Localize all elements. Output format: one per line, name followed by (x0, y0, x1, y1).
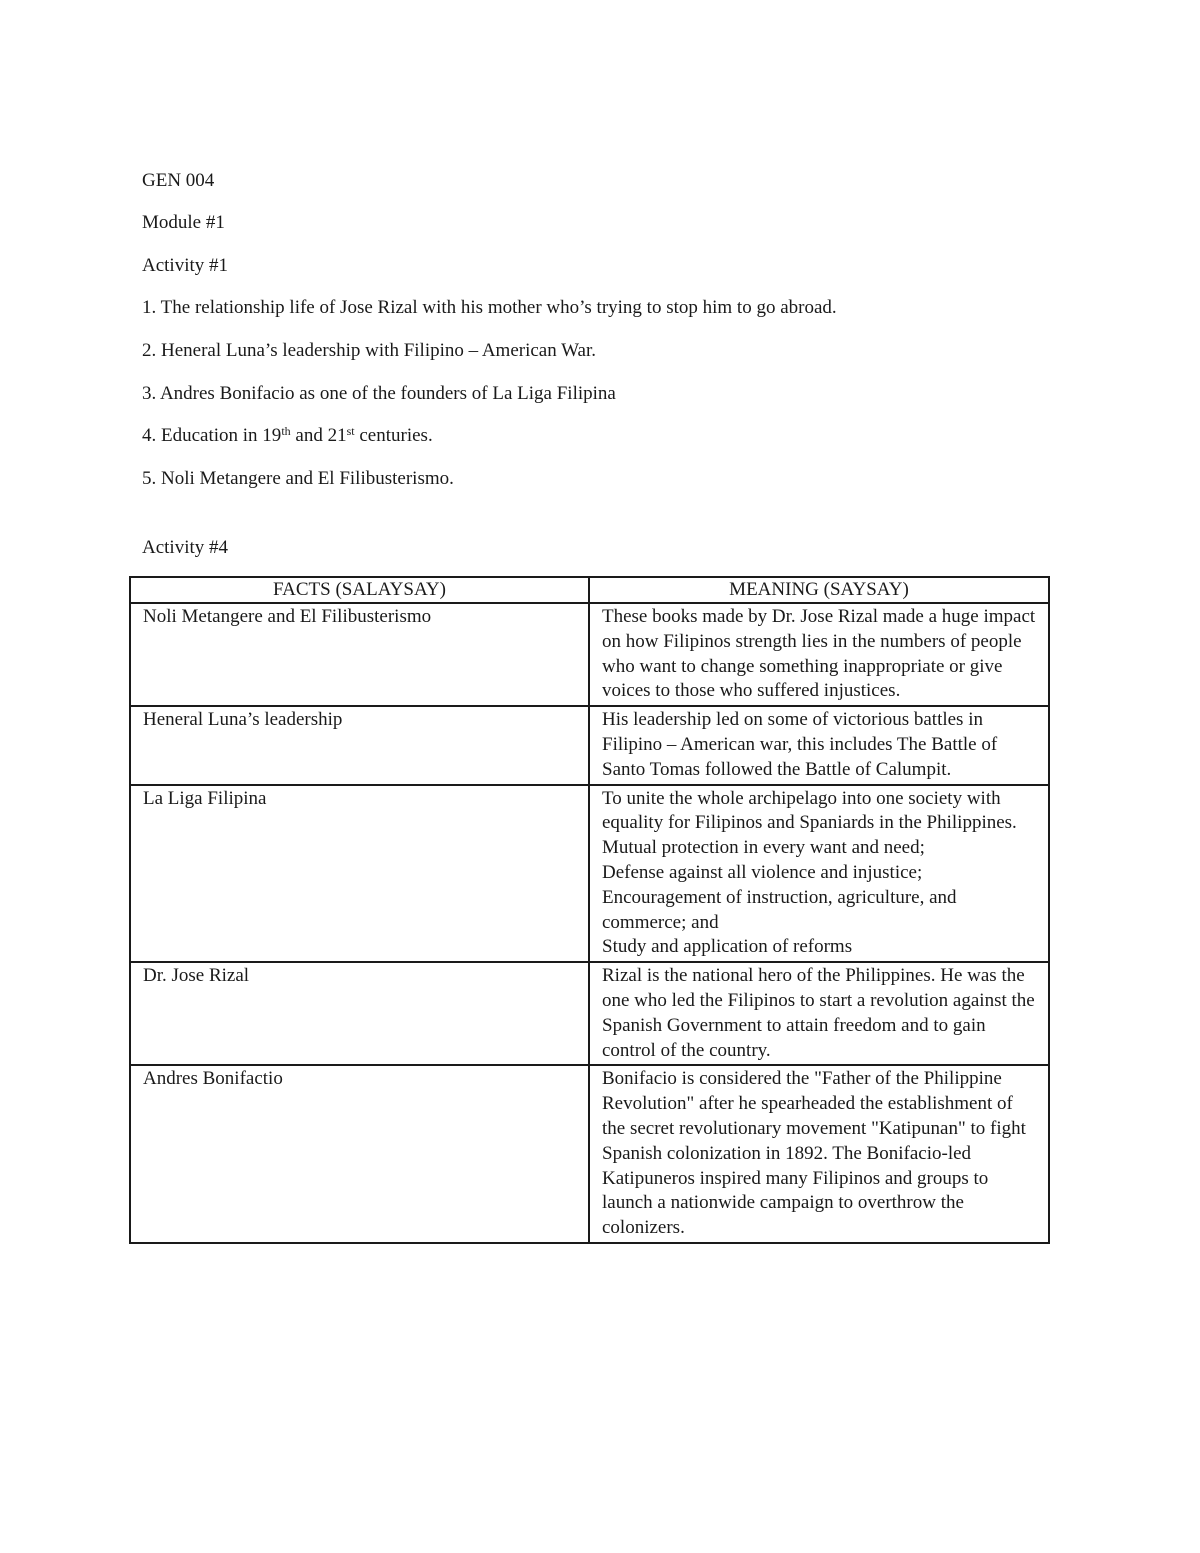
meaning-cell (589, 962, 1049, 1065)
item-text-before: Education in 19 (161, 425, 282, 446)
fact-cell: Dr. Jose Rizal (130, 962, 589, 1065)
table-row (130, 785, 1049, 963)
activity-1-item-5 (142, 468, 454, 490)
meaning-cell (589, 706, 1049, 784)
item-number: 1. (142, 297, 157, 318)
meaning-line: Defense against all violence and injustice; (602, 861, 923, 883)
activity-1-title: Activity #1 (142, 255, 229, 276)
item-number: 5. (142, 468, 157, 489)
meaning-line: Bonifacio is considered the "Father of the Philippine Revolution" after he spearheaded the establishment of the secret revolutionary movement "Katipunan" to fight Spanish colonization in 1892. The Bonifacio-led Katipuneros inspired many Filipinos and groups to launch a nationwide campaign to overthrow the colonizers. (602, 1068, 1026, 1239)
table-row (130, 1065, 1049, 1243)
meaning-line: Encouragement of instruction, agriculture, and commerce; and (602, 886, 957, 933)
table-row (130, 603, 1049, 706)
table-row (130, 962, 1049, 1065)
meaning-line: Study and application of reforms (602, 936, 853, 958)
activity-1-item-4 (142, 425, 433, 447)
course-code: GEN 004 (142, 170, 215, 191)
item-number: 3. (142, 383, 157, 404)
activity-1-item-3 (142, 383, 616, 405)
meaning-cell (589, 1065, 1049, 1243)
item-text-after: centuries. (354, 425, 433, 446)
meaning-line: Rizal is the national hero of the Philippines. He was the one who led the Filipinos to start a revolution against the Spanish Government to attain freedom and to gain control of the country. (602, 965, 1035, 1061)
superscript-st: st (346, 424, 355, 438)
activity-4-title: Activity #4 (142, 537, 229, 558)
item-number: 2. (142, 340, 157, 361)
superscript-th: th (281, 424, 291, 438)
fact-cell: Noli Metangere and El Filibusterismo (130, 603, 589, 706)
meaning-column-header: MEANING (SAYSAY) (589, 577, 1049, 603)
fact-cell: Andres Bonifactio (130, 1065, 589, 1243)
meaning-line: Mutual protection in every want and need; (602, 837, 925, 859)
item-number: 4. (142, 425, 157, 446)
module-label: Module #1 (142, 212, 225, 233)
facts-meaning-table (129, 576, 1050, 1244)
meaning-cell (589, 785, 1049, 963)
table-header-row (130, 577, 1049, 603)
item-text: Andres Bonifacio as one of the founders of La Liga Filipina (159, 383, 616, 404)
item-text-middle: and 21 (290, 425, 347, 446)
item-text: Noli Metangere and El Filibusterismo. (161, 468, 454, 489)
meaning-line: To unite the whole archipelago into one society with equality for Filipinos and Spaniards in the Philippines. (602, 787, 1017, 834)
item-text: The relationship life of Jose Rizal with his mother who’s trying to stop him to go abroad. (160, 297, 837, 318)
meaning-cell (589, 603, 1049, 706)
facts-column-header: FACTS (SALAYSAY) (130, 577, 589, 603)
activity-1-item-2 (142, 340, 596, 362)
table-row (130, 706, 1049, 784)
activity-1-item-1 (142, 297, 837, 319)
meaning-line: His leadership led on some of victorious battles in Filipino – American war, this includes The Battle of Santo Tomas followed the Battle of Calumpit. (602, 709, 998, 780)
meaning-line: These books made by Dr. Jose Rizal made a huge impact on how Filipinos strength lies in the numbers of people who want to change something inappropriate or give voices to those who suffered injustices. (602, 606, 1036, 702)
item-text: Heneral Luna’s leadership with Filipino – American War. (161, 340, 597, 361)
fact-cell: Heneral Luna’s leadership (130, 706, 589, 784)
fact-cell: La Liga Filipina (130, 785, 589, 963)
